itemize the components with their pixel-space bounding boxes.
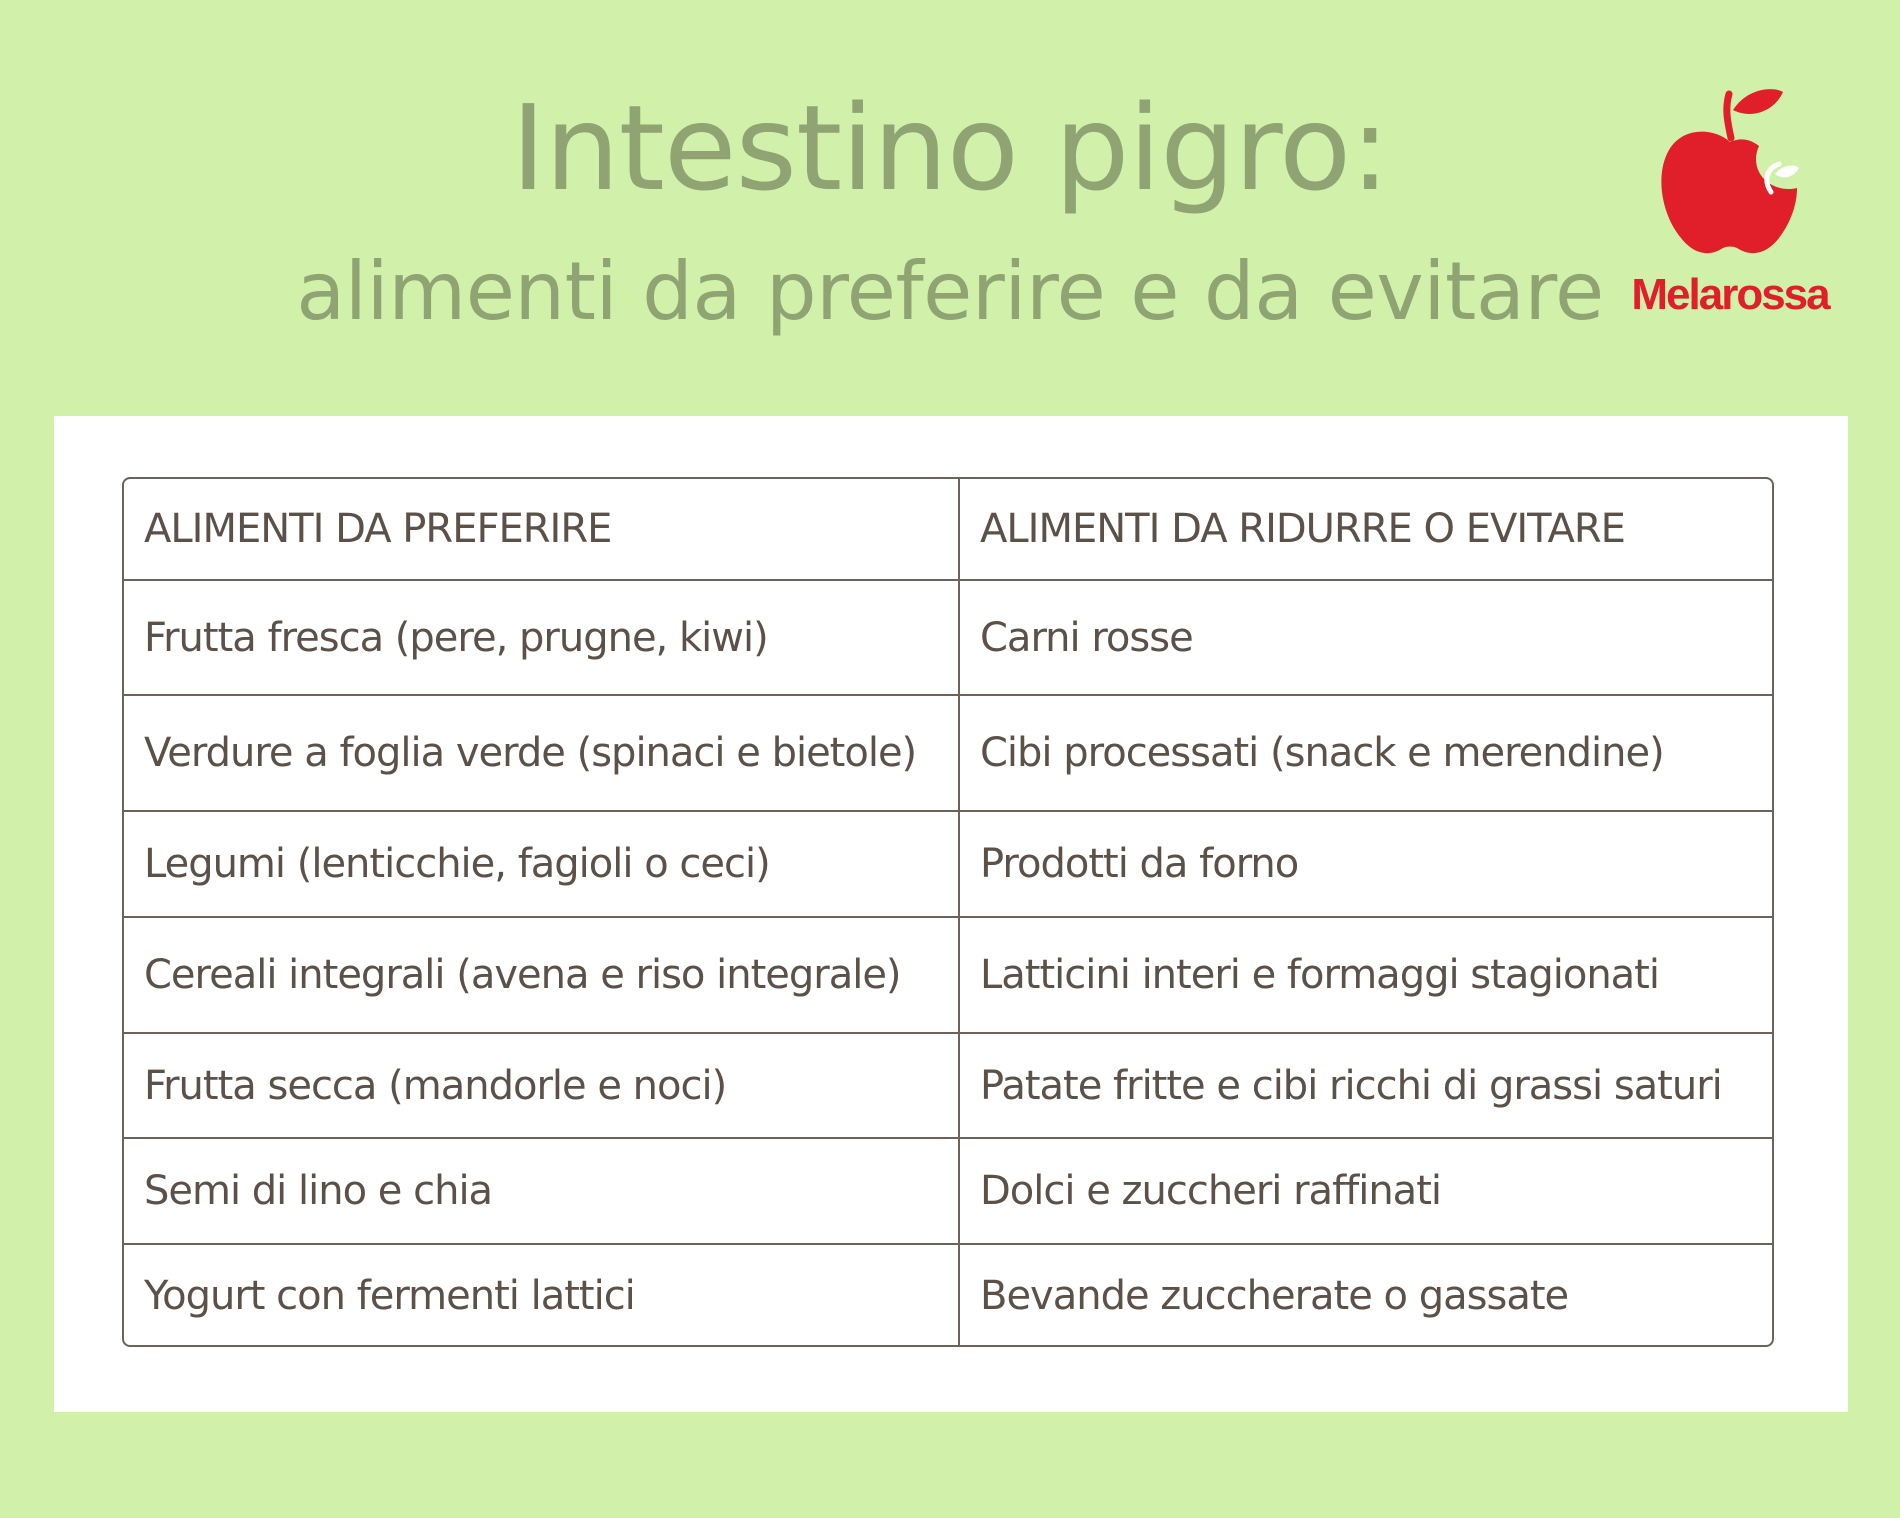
header <box>0 0 1900 410</box>
table-row <box>124 696 1772 812</box>
table-cell-preferire: Cereali integrali (avena e riso integrale) <box>124 918 960 1032</box>
table-row <box>124 1139 1772 1245</box>
table-cell-evitare: Dolci e zuccheri raffinati <box>980 1168 1441 1214</box>
page-title: Intestino pigro: <box>511 79 1389 217</box>
table-cell-evitare: Prodotti da forno <box>980 841 1299 887</box>
table-row <box>124 1034 1772 1139</box>
column-header-preferire: ALIMENTI DA PREFERIRE <box>124 479 960 579</box>
page-subtitle: alimenti da preferire e da evitare <box>296 245 1604 338</box>
table-cell-preferire: Verdure a foglia verde (spinaci e bietole) <box>124 696 960 810</box>
table-row <box>124 1245 1772 1347</box>
table-cell-preferire: Legumi (lenticchie, fagioli o ceci) <box>124 812 960 916</box>
table-header-row <box>124 479 1772 581</box>
brand-logo <box>1620 80 1840 330</box>
table-cell-evitare: Bevande zuccherate o gassate <box>980 1273 1569 1319</box>
food-table <box>122 477 1774 1347</box>
table-cell-evitare: Cibi processati (snack e merendine) <box>980 730 1664 776</box>
table-cell-evitare: Latticini interi e formaggi stagionati <box>980 952 1659 998</box>
table-cell-preferire: Frutta fresca (pere, prugne, kiwi) <box>124 581 960 694</box>
table-cell-preferire: Yogurt con fermenti lattici <box>124 1245 960 1347</box>
table-cell-evitare: Patate fritte e cibi ricchi di grassi saturi <box>980 1062 1722 1109</box>
table-cell-preferire: Semi di lino e chia <box>124 1139 960 1243</box>
column-header-evitare: ALIMENTI DA RIDURRE O EVITARE <box>980 506 1625 552</box>
content-card <box>54 416 1848 1412</box>
table-cell-preferire: Frutta secca (mandorle e noci) <box>124 1034 960 1137</box>
table-row <box>124 812 1772 918</box>
brand-name: Melarossa <box>1631 270 1829 319</box>
red-apple-icon <box>1655 80 1805 260</box>
table-row <box>124 918 1772 1034</box>
table-cell-evitare: Carni rosse <box>980 614 1193 661</box>
table-row <box>124 581 1772 696</box>
